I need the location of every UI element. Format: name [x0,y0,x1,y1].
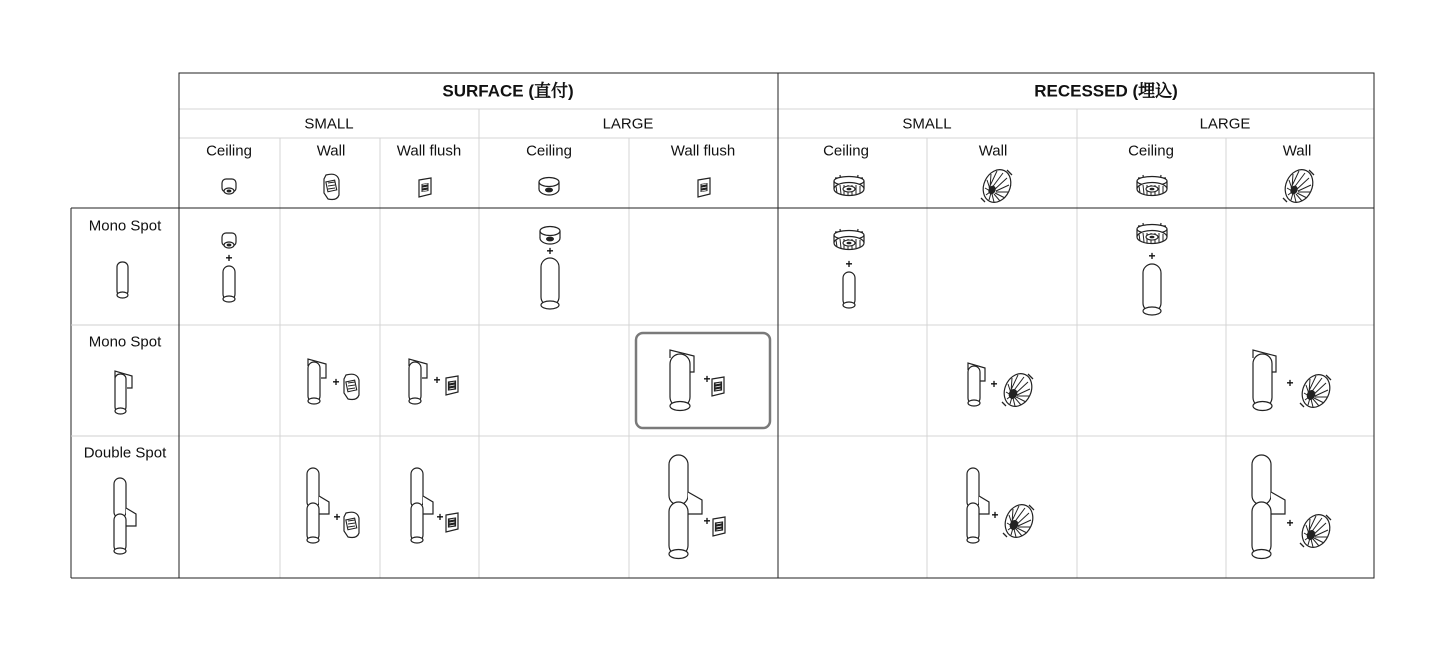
table-gridlines [179,73,1374,578]
ceiling-canopy-small-icon [222,179,236,194]
size-header-recessed-small: SMALL [902,115,952,133]
plus-sign: + [333,510,341,524]
wall-flush-plate-icon [419,178,431,197]
mount-header: Ceiling [526,142,572,160]
mount-header: Ceiling [823,142,869,160]
double-spot-icon [114,478,136,554]
row-header-icons [114,262,136,554]
mount-header: Wall flush [670,142,736,160]
combo-recessed-large-wall-double [1252,455,1335,559]
mono-spot-tube-icon [117,262,128,298]
row-1-combinations [222,223,1167,315]
wall-flush-plate-icon [698,178,710,197]
ceiling-canopy-large-icon [539,178,559,196]
combo-small-wall-double [307,468,359,543]
mount-header: Ceiling [206,142,252,160]
plus-sign: + [433,373,441,387]
mono-spot-arm-icon [115,371,132,414]
combo-recessed-large-wall [1253,350,1335,412]
row-header: Double Spot [83,444,167,462]
plus-sign: + [1286,516,1294,530]
mount-header: Wall [978,142,1008,160]
mount-header: Wall [316,142,346,160]
combo-small-ceiling [222,233,236,302]
combo-small-wall-flush [409,359,458,404]
header-icons [222,165,1318,207]
combo-large-ceiling [540,227,560,310]
combo-recessed-large-ceiling [1137,223,1167,315]
plus-sign: + [332,375,340,389]
plus-sign: + [990,377,998,391]
row-2-combinations [308,350,1335,412]
plus-sign: + [845,257,853,271]
combo-recessed-small-ceiling [834,229,864,308]
size-header-recessed-large: LARGE [1199,115,1251,133]
mount-header: Wall [1282,142,1312,160]
combo-recessed-small-wall-double [967,468,1038,543]
plus-sign: + [703,372,711,386]
combo-large-wall-flush-double [669,455,725,559]
row-header: Mono Spot [88,217,162,235]
group-header-surface: SURFACE (直付) [442,81,574,101]
row-3-combinations [307,455,1335,559]
plus-sign: + [703,514,711,528]
combo-small-wall [308,359,359,404]
group-header-recessed: RECESSED (埋込) [1034,81,1178,101]
plus-sign: + [1286,376,1294,390]
recessed-ceiling-housing-icon [834,175,864,196]
size-header-surface-small: SMALL [304,115,354,133]
plus-sign: + [225,251,233,265]
plus-sign: + [436,510,444,524]
combo-recessed-small-wall [968,363,1037,411]
plus-sign: + [546,244,554,258]
mount-header: Wall flush [396,142,462,160]
wall-mount-box-icon [324,174,339,199]
recessed-wall-housing-icon [1280,165,1318,207]
row-header: Mono Spot [88,333,162,351]
recessed-ceiling-housing-icon [1137,175,1167,196]
plus-sign: + [1148,249,1156,263]
mount-header: Ceiling [1128,142,1174,160]
plus-sign: + [991,508,999,522]
combo-large-wall-flush [670,350,724,411]
combo-small-wall-flush-double [411,468,458,543]
size-header-surface-large: LARGE [602,115,654,133]
recessed-wall-housing-icon [978,165,1016,207]
